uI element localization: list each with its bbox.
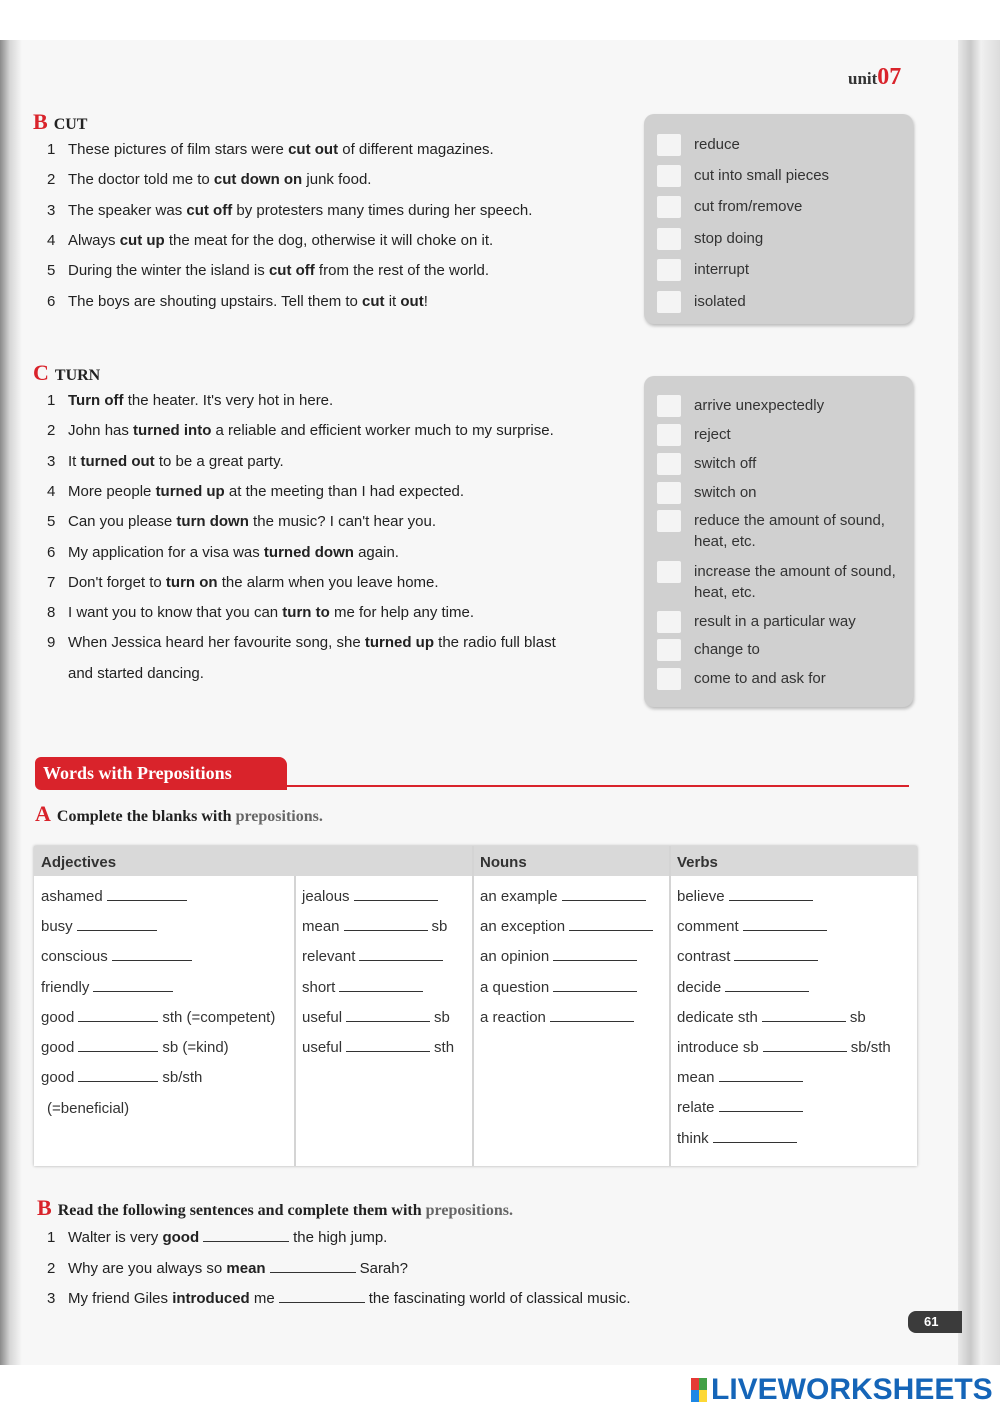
sentence-number: 1 bbox=[47, 141, 56, 158]
phrasal-verb: out bbox=[400, 292, 424, 310]
sentence-item bbox=[47, 1290, 631, 1307]
part-letter: A bbox=[35, 801, 51, 826]
table-entry bbox=[302, 918, 447, 935]
meaning-text: interrupt bbox=[694, 261, 750, 278]
sentence-text: ! bbox=[423, 292, 428, 310]
meaning-text: increase the amount of sound, heat, etc. bbox=[694, 563, 896, 601]
answer-blank[interactable] bbox=[107, 889, 187, 901]
sentence-text: John has bbox=[68, 422, 134, 440]
turn-sentence-continuation: and started dancing. bbox=[68, 665, 204, 682]
phrasal-verb: cut out bbox=[288, 141, 339, 158]
answer-blank[interactable] bbox=[78, 1010, 158, 1022]
section-b-heading bbox=[33, 109, 87, 135]
sentence-text: Sarah? bbox=[359, 1259, 408, 1277]
meaning-text: switch off bbox=[694, 455, 757, 472]
table-entry bbox=[480, 979, 641, 996]
table-entry bbox=[41, 1069, 202, 1086]
answer-blank[interactable] bbox=[553, 949, 637, 961]
section-title: CUT bbox=[53, 116, 88, 133]
sentence-text: it bbox=[384, 292, 401, 310]
sentence-text: me bbox=[249, 1290, 275, 1307]
answer-checkbox[interactable] bbox=[657, 561, 681, 583]
page-edge bbox=[958, 40, 1000, 1365]
entry-word: busy bbox=[41, 918, 73, 936]
sentence-number: 3 bbox=[47, 201, 56, 219]
sentence-number: 3 bbox=[47, 1290, 56, 1307]
entry-word: useful bbox=[302, 1039, 343, 1056]
answer-blank[interactable] bbox=[734, 949, 818, 961]
entry-suffix: sth bbox=[434, 1039, 455, 1056]
section-letter: B bbox=[33, 109, 48, 134]
table-entry bbox=[41, 1009, 275, 1026]
table-entry bbox=[677, 1130, 801, 1147]
instruction-keyword: prepositions. bbox=[235, 808, 323, 825]
sentence-item bbox=[47, 141, 494, 158]
entry-word: useful bbox=[302, 1008, 343, 1026]
answer-checkbox[interactable] bbox=[657, 134, 681, 156]
sentence-number: 5 bbox=[47, 513, 56, 531]
column-divider bbox=[472, 846, 474, 1166]
answer-blank[interactable] bbox=[762, 1010, 846, 1022]
sentence-text: the heater. It's very hot in here. bbox=[123, 392, 334, 409]
answer-blank[interactable] bbox=[719, 1100, 803, 1112]
answer-checkbox[interactable] bbox=[657, 510, 681, 532]
sentence-text: the high jump. bbox=[293, 1229, 388, 1246]
answer-blank[interactable] bbox=[279, 1291, 365, 1303]
table-entry bbox=[677, 1099, 807, 1116]
table-entry bbox=[480, 918, 657, 935]
sentence-text: My application for a visa was bbox=[68, 543, 264, 561]
phrasal-verb: cut up bbox=[119, 231, 165, 249]
answer-blank[interactable] bbox=[763, 1040, 847, 1052]
answer-blank[interactable] bbox=[203, 1230, 289, 1242]
entry-word: good bbox=[41, 1069, 75, 1087]
sentence-text: When Jessica heard her favourite song, she bbox=[68, 634, 365, 652]
key-word: introduced bbox=[172, 1290, 250, 1307]
table-entry bbox=[302, 1009, 450, 1026]
phrasal-verb: turned down bbox=[263, 543, 354, 561]
entry-word: relate bbox=[677, 1099, 715, 1117]
phrasal-verb: cut down on bbox=[213, 171, 303, 189]
sentence-number: 3 bbox=[47, 452, 56, 470]
sentence-item bbox=[47, 574, 439, 591]
phrasal-verb: cut off bbox=[268, 262, 315, 280]
sentence-item bbox=[47, 634, 556, 651]
sentence-text: me for help any time. bbox=[329, 604, 475, 622]
answer-blank[interactable] bbox=[553, 980, 637, 992]
entry-suffix: sb bbox=[431, 918, 448, 936]
table-entry bbox=[302, 1039, 454, 1056]
column-divider bbox=[294, 876, 296, 1166]
sentence-item bbox=[47, 262, 489, 279]
answer-blank[interactable] bbox=[344, 919, 428, 931]
sentence-text: from the rest of the world. bbox=[314, 262, 490, 280]
meaning-text: switch on bbox=[694, 484, 757, 501]
answer-blank[interactable] bbox=[270, 1261, 356, 1273]
sentence-number: 7 bbox=[47, 573, 56, 591]
sentence-text: Why are you always so bbox=[68, 1259, 227, 1277]
meaning-text: stop doing bbox=[694, 230, 764, 247]
sentence-item bbox=[47, 422, 554, 439]
table-entry bbox=[677, 948, 822, 965]
sentence-text: by protesters many times during her speech. bbox=[232, 201, 533, 219]
entry-word: friendly bbox=[41, 978, 90, 996]
answer-checkbox[interactable] bbox=[657, 424, 681, 446]
answer-checkbox[interactable] bbox=[657, 165, 681, 187]
banner-rule bbox=[287, 785, 909, 787]
sentence-item bbox=[47, 544, 399, 561]
table-entry bbox=[677, 1069, 807, 1086]
entry-suffix: sb (=kind) bbox=[162, 1039, 229, 1056]
entry-word: good bbox=[41, 1039, 75, 1056]
answer-blank[interactable] bbox=[78, 1040, 158, 1052]
unit-label bbox=[848, 64, 901, 91]
table-entry bbox=[480, 888, 650, 905]
table-entry bbox=[41, 979, 177, 996]
instruction-text: Read the following sentences and complete them with bbox=[57, 1202, 426, 1219]
answer-blank[interactable] bbox=[112, 949, 192, 961]
answer-blank[interactable] bbox=[562, 889, 646, 901]
table-entry bbox=[480, 1009, 638, 1026]
unit-word: unit bbox=[848, 69, 878, 88]
table-note: (=beneficial) bbox=[47, 1100, 130, 1117]
entry-word: good bbox=[41, 1008, 75, 1026]
sentence-number: 4 bbox=[47, 231, 56, 249]
answer-checkbox[interactable] bbox=[657, 611, 681, 633]
part-letter: B bbox=[37, 1195, 52, 1220]
meaning-text: arrive unexpectedly bbox=[694, 397, 825, 414]
sentence-text: the fascinating world of classical music. bbox=[368, 1290, 631, 1307]
entry-word: mean bbox=[302, 918, 340, 936]
answer-checkbox[interactable] bbox=[657, 453, 681, 475]
table-entry bbox=[41, 1039, 229, 1056]
page-binding-shadow bbox=[0, 40, 22, 1365]
sentence-item bbox=[47, 1260, 408, 1277]
answer-blank[interactable] bbox=[354, 889, 438, 901]
sentence-number: 2 bbox=[47, 1259, 56, 1277]
meaning-text: cut from/remove bbox=[694, 198, 803, 215]
table-entry bbox=[677, 1009, 866, 1026]
sentence-text: Always bbox=[68, 231, 120, 249]
meaning-text: reduce bbox=[694, 136, 740, 153]
meaning-text: result in a particular way bbox=[694, 613, 856, 630]
sentence-number: 6 bbox=[47, 543, 56, 561]
entry-word: relevant bbox=[302, 948, 356, 966]
entry-word: believe bbox=[677, 888, 725, 905]
answer-blank[interactable] bbox=[713, 1131, 797, 1143]
liveworksheets-wordmark: LIVEWORKSHEETS bbox=[711, 1373, 993, 1406]
sentence-text: the radio full blast bbox=[434, 634, 556, 652]
sentence-text: Don't forget to bbox=[68, 573, 166, 591]
answer-blank[interactable] bbox=[719, 1070, 803, 1082]
entry-word: introduce sb bbox=[677, 1039, 759, 1056]
phrasal-verb: turned up bbox=[155, 482, 225, 500]
sentence-number: 9 bbox=[47, 634, 56, 652]
sentence-text: Walter is very bbox=[68, 1229, 163, 1246]
section-letter: C bbox=[33, 360, 49, 385]
table-entry bbox=[41, 888, 191, 905]
meaning-text: change to bbox=[694, 641, 760, 658]
answer-checkbox[interactable] bbox=[657, 482, 681, 504]
section-banner: Words with Prepositions bbox=[35, 757, 287, 790]
answer-checkbox[interactable] bbox=[657, 196, 681, 218]
prepositions-table bbox=[34, 846, 917, 1166]
entry-word: ashamed bbox=[41, 888, 103, 905]
answer-blank[interactable] bbox=[339, 980, 423, 992]
sentence-text: to be a great party. bbox=[154, 452, 284, 470]
sentence-item bbox=[47, 232, 493, 249]
entry-suffix: sb bbox=[849, 1008, 866, 1026]
entry-word: think bbox=[677, 1129, 709, 1147]
entry-word: dedicate sth bbox=[677, 1008, 758, 1026]
sentence-text: These pictures of film stars were bbox=[68, 141, 289, 158]
header-adjectives: Adjectives bbox=[41, 854, 117, 871]
sentence-text: a reliable and efficient worker much to my surprise. bbox=[211, 422, 554, 440]
entry-suffix: sb bbox=[434, 1008, 450, 1026]
entry-word: mean bbox=[677, 1069, 715, 1087]
key-word: mean bbox=[226, 1259, 266, 1277]
sentence-text: During the winter the island is bbox=[68, 262, 269, 280]
liveworksheets-icon bbox=[691, 1378, 707, 1402]
sentence-number: 2 bbox=[47, 171, 56, 189]
section-c-heading bbox=[33, 360, 100, 386]
sentence-number: 2 bbox=[47, 422, 56, 440]
answer-checkbox[interactable] bbox=[657, 639, 681, 661]
sentence-number: 8 bbox=[47, 604, 56, 622]
table-entry bbox=[302, 948, 447, 965]
phrasal-verb: cut off bbox=[186, 201, 233, 219]
sentence-text: I want you to know that you can bbox=[68, 604, 283, 622]
answer-blank[interactable] bbox=[550, 1010, 634, 1022]
answer-blank[interactable] bbox=[729, 889, 813, 901]
liveworksheets-logo bbox=[691, 1373, 993, 1406]
instruction-keyword: prepositions. bbox=[425, 1202, 513, 1219]
answer-blank[interactable] bbox=[77, 919, 157, 931]
entry-word: a question bbox=[480, 978, 550, 996]
table-header bbox=[34, 846, 917, 876]
answer-checkbox[interactable] bbox=[657, 228, 681, 250]
answer-blank[interactable] bbox=[359, 949, 443, 961]
entry-word: an exception bbox=[480, 918, 566, 936]
sentence-text: It bbox=[68, 452, 81, 470]
answer-checkbox[interactable] bbox=[657, 291, 681, 313]
entry-word: a reaction bbox=[480, 1008, 546, 1026]
sentence-item bbox=[47, 1229, 387, 1246]
entry-word: contrast bbox=[677, 948, 731, 966]
meaning-text: cut into small pieces bbox=[694, 167, 830, 184]
sentence-text: at the meeting than I had expected. bbox=[224, 482, 465, 500]
instruction-text: Complete the blanks with bbox=[56, 808, 236, 825]
column-divider bbox=[669, 846, 671, 1166]
sentence-item bbox=[47, 202, 532, 219]
table-entry bbox=[41, 948, 196, 965]
table-entry bbox=[677, 979, 813, 996]
sentence-item bbox=[47, 604, 474, 621]
entry-word: comment bbox=[677, 918, 739, 936]
entry-word: an example bbox=[480, 888, 558, 905]
answer-checkbox[interactable] bbox=[657, 395, 681, 417]
sentence-text: of different magazines. bbox=[338, 141, 494, 158]
answer-blank[interactable] bbox=[743, 919, 827, 931]
answer-blank[interactable] bbox=[78, 1070, 158, 1082]
table-entry bbox=[302, 979, 427, 996]
answer-checkbox[interactable] bbox=[657, 668, 681, 690]
phrasal-verb: Turn off bbox=[68, 392, 124, 409]
page-number: 61 bbox=[908, 1311, 962, 1333]
sentence-item bbox=[47, 453, 284, 470]
entry-word: short bbox=[302, 978, 336, 996]
entry-suffix: sth (=competent) bbox=[162, 1008, 276, 1026]
entry-word: decide bbox=[677, 978, 722, 996]
meaning-text: reject bbox=[694, 426, 731, 443]
sentence-text: The boys are shouting upstairs. Tell them to bbox=[68, 292, 363, 310]
entry-word: an opinion bbox=[480, 948, 550, 966]
answer-blank[interactable] bbox=[725, 980, 809, 992]
phrasal-verb: cut bbox=[362, 292, 385, 310]
header-verbs: Verbs bbox=[677, 854, 718, 871]
answer-blank[interactable] bbox=[346, 1010, 430, 1022]
sentence-text: the meat for the dog, otherwise it will choke on it. bbox=[164, 231, 494, 249]
phrasal-verb: turn down bbox=[176, 513, 249, 531]
sentence-item bbox=[47, 293, 428, 310]
sentence-item bbox=[47, 483, 464, 500]
cut-meanings-box bbox=[644, 114, 913, 324]
table-entry bbox=[41, 918, 161, 935]
sentence-number: 4 bbox=[47, 482, 56, 500]
table-entry bbox=[480, 948, 641, 965]
part-a-instruction bbox=[35, 801, 323, 827]
table-entry bbox=[677, 888, 817, 905]
sentence-text: the music? I can't hear you. bbox=[248, 513, 437, 531]
phrasal-verb: turned out bbox=[80, 452, 155, 470]
sentence-text: The speaker was bbox=[68, 201, 187, 219]
answer-blank[interactable] bbox=[346, 1040, 430, 1052]
phrasal-verb: turned up bbox=[364, 634, 434, 652]
table-entry bbox=[302, 888, 442, 905]
answer-blank[interactable] bbox=[93, 980, 173, 992]
sentence-number: 1 bbox=[47, 392, 56, 409]
turn-meanings-box bbox=[644, 376, 913, 707]
header-nouns: Nouns bbox=[480, 854, 527, 871]
sentence-text: Can you please bbox=[68, 513, 177, 531]
phrasal-verb: turned into bbox=[133, 422, 212, 440]
entry-word: conscious bbox=[41, 948, 108, 966]
meaning-text: come to and ask for bbox=[694, 670, 826, 687]
sentence-number: 6 bbox=[47, 292, 56, 310]
sentence-text: junk food. bbox=[302, 171, 372, 189]
meaning-text: isolated bbox=[694, 293, 746, 310]
entry-suffix: sb/sth bbox=[162, 1069, 203, 1087]
sentence-item bbox=[47, 513, 436, 530]
key-word: good bbox=[162, 1229, 200, 1246]
phrasal-verb: turn to bbox=[282, 604, 330, 622]
part-b-instruction bbox=[37, 1195, 513, 1221]
unit-number: 07 bbox=[877, 64, 902, 90]
answer-checkbox[interactable] bbox=[657, 259, 681, 281]
section-title: TURN bbox=[54, 367, 101, 384]
answer-blank[interactable] bbox=[569, 919, 653, 931]
sentence-item bbox=[47, 171, 371, 188]
meaning-text: reduce the amount of sound, heat, etc. bbox=[694, 512, 885, 550]
sentence-item bbox=[47, 392, 333, 409]
sentence-number: 1 bbox=[47, 1229, 56, 1246]
sentence-text: My friend Giles bbox=[68, 1290, 173, 1307]
sentence-text: again. bbox=[353, 543, 399, 561]
phrasal-verb: turn on bbox=[165, 573, 218, 591]
entry-word: jealous bbox=[302, 888, 350, 905]
table-entry bbox=[677, 1039, 891, 1056]
table-entry bbox=[677, 918, 831, 935]
sentence-text: the alarm when you leave home. bbox=[217, 573, 439, 591]
sentence-number: 5 bbox=[47, 262, 56, 280]
sentence-text: The doctor told me to bbox=[68, 171, 214, 189]
sentence-text: More people bbox=[68, 482, 156, 500]
entry-suffix: sb/sth bbox=[850, 1039, 891, 1056]
